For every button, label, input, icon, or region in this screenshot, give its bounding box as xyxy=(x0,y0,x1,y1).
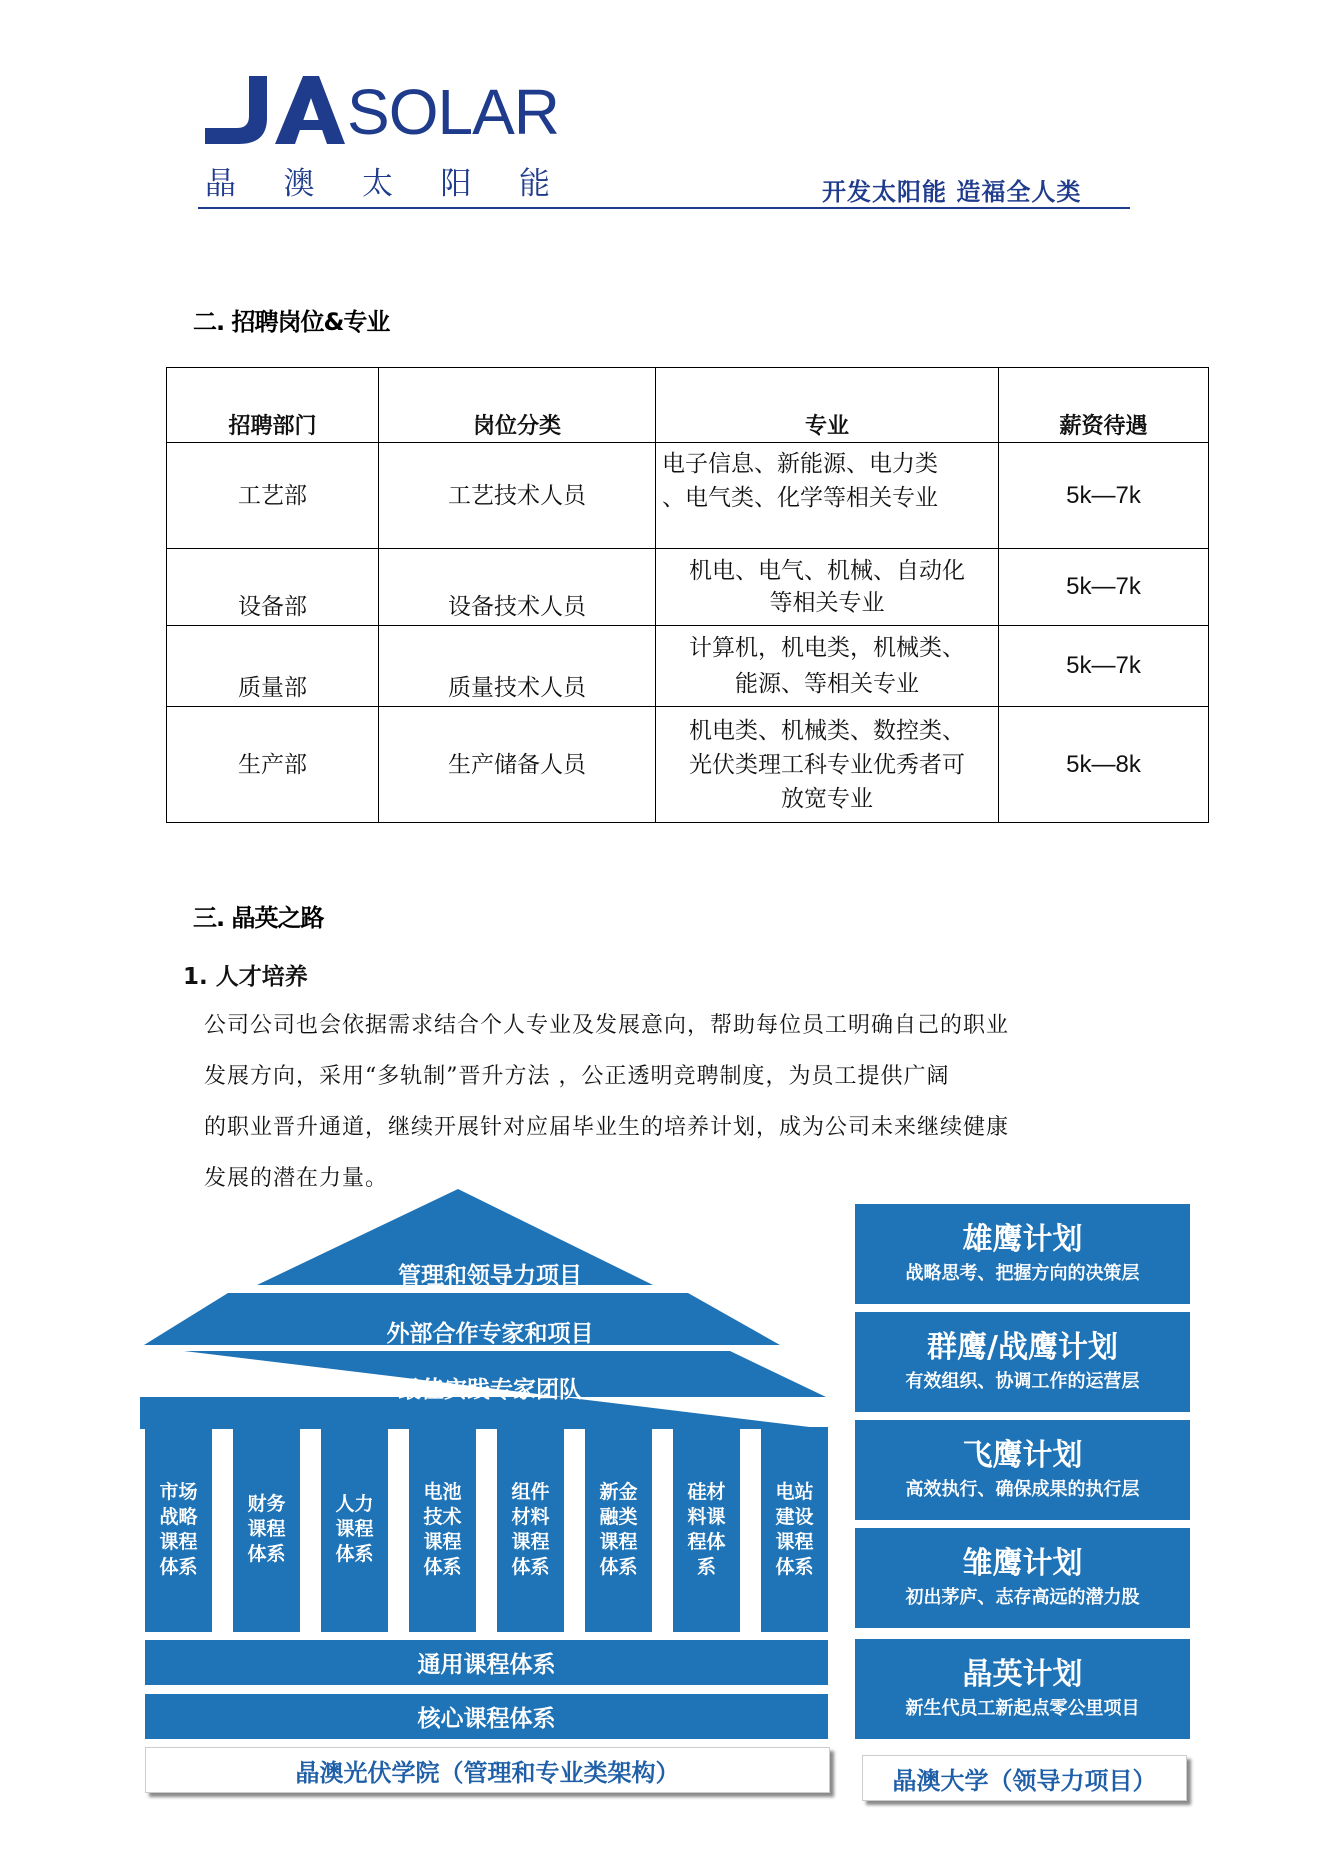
plan-desc: 高效执行、确保成果的执行层 xyxy=(905,1479,1140,1500)
plan-title: 群鹰/战鹰计划 xyxy=(927,1330,1118,1365)
logo-solar-text: SOLAR xyxy=(347,76,559,148)
salary-cell: 5k—7k xyxy=(999,443,1209,549)
column-header: 岗位分类 xyxy=(379,368,656,443)
role-cell: 质量技术人员 xyxy=(379,626,656,707)
pillar-label: 电池技术课程体系 xyxy=(423,1480,462,1578)
pillar-finance-new xyxy=(585,1427,652,1632)
table-row xyxy=(167,549,1209,626)
plan-title: 飞鹰计划 xyxy=(962,1438,1083,1473)
major-line: 、电气类、化学等相关专业 xyxy=(662,485,938,511)
salary-cell: 5k—7k xyxy=(999,626,1209,707)
major-line: 电子信息、新能源、电力类 xyxy=(662,451,938,477)
ja-logo-mark xyxy=(205,72,345,148)
roof-level-practice: 最佳实践专家团队 xyxy=(398,1376,582,1403)
logo-char: 澳 xyxy=(283,166,315,202)
major-line: 等相关专业 xyxy=(769,590,885,616)
slogan: 开发太阳能 造福全人类 xyxy=(822,178,1082,206)
paragraph-line: 发展方向，采用“多轨制”晋升方法 ，公正透明竞聘制度，为员工提供广阔 xyxy=(204,1064,950,1089)
major-line: 机电、电气、机械、自动化 xyxy=(689,558,965,584)
paragraph-line: 的职业晋升通道，继续开展针对应届毕业生的培养计划，成为公司未来继续健康 xyxy=(204,1115,1010,1140)
major-line: 计算机，机电类，机械类、 xyxy=(689,635,965,661)
base-general-courses: 通用课程体系 xyxy=(145,1640,828,1685)
major-line: 能源、等相关专业 xyxy=(735,671,919,697)
pillar-strategy xyxy=(145,1427,212,1632)
section-title-growth-path: 三. 晶英之路 xyxy=(193,904,324,932)
plan-card-flying-eagle xyxy=(855,1420,1190,1520)
section-title-recruitment: 二. 招聘岗位&专业 xyxy=(193,308,390,336)
academy-caption: 晶澳光伏学院（管理和专业类架构） xyxy=(145,1747,830,1793)
pillar-power-station xyxy=(761,1427,828,1632)
plan-desc: 战略思考、把握方向的决策层 xyxy=(905,1263,1140,1284)
salary-cell: 5k—8k xyxy=(999,707,1209,823)
pillar-label: 人力课程体系 xyxy=(335,1493,374,1565)
pillar-label: 财务课程体系 xyxy=(247,1493,286,1565)
subsection-title-talent: 1. 人才培养 xyxy=(183,964,308,990)
pillar-silicon xyxy=(673,1427,740,1632)
dept-cell: 设备部 xyxy=(167,549,379,626)
logo-char: 太 xyxy=(362,166,393,202)
major-line: 光伏类理工科专业优秀者可 xyxy=(689,751,965,778)
dept-cell: 工艺部 xyxy=(167,443,379,549)
column-header: 专业 xyxy=(656,368,999,443)
table-row xyxy=(167,626,1209,707)
pillar-hr xyxy=(321,1427,388,1632)
major-cell xyxy=(656,549,999,626)
pillar-label: 电站建设课程体系 xyxy=(775,1480,814,1578)
header-divider xyxy=(198,207,1130,209)
pillar-label: 新金融类课程体系 xyxy=(599,1480,638,1578)
plan-desc: 有效组织、协调工作的运营层 xyxy=(905,1371,1140,1392)
column-header: 薪资待遇 xyxy=(999,368,1209,443)
major-cell xyxy=(656,626,999,707)
plan-title: 雄鹰计划 xyxy=(962,1222,1083,1257)
plan-title: 雏鹰计划 xyxy=(962,1546,1083,1581)
base-core-courses: 核心课程体系 xyxy=(145,1694,828,1739)
university-caption: 晶澳大学（领导力项目） xyxy=(862,1755,1187,1801)
logo-char: 能 xyxy=(519,166,550,202)
major-cell xyxy=(656,443,999,549)
pillar-label: 市场战略课程体系 xyxy=(159,1480,198,1578)
dept-cell: 质量部 xyxy=(167,626,379,707)
plan-card-elite xyxy=(855,1639,1190,1739)
plan-card-young-eagle xyxy=(855,1528,1190,1628)
role-cell: 工艺技术人员 xyxy=(379,443,656,549)
pillar-finance xyxy=(233,1427,300,1632)
paragraph-line: 发展的潜在力量。 xyxy=(204,1166,389,1191)
dept-cell: 生产部 xyxy=(167,707,379,823)
pillar-module xyxy=(497,1427,564,1632)
pillar-battery xyxy=(409,1427,476,1632)
pillar-label: 硅材料课程体系 xyxy=(687,1480,726,1578)
recruitment-table xyxy=(166,367,1209,823)
salary-cell: 5k—7k xyxy=(999,549,1209,626)
logo-char: 晶 xyxy=(205,166,236,202)
table-header-row xyxy=(167,368,1209,443)
paragraph-line: 公司公司也会依据需求结合个人专业及发展意向，帮助每位员工明确自己的职业 xyxy=(204,1013,1010,1038)
plan-card-group-eagle xyxy=(855,1312,1190,1412)
role-cell: 设备技术人员 xyxy=(379,549,656,626)
logo-chinese-name xyxy=(205,158,550,203)
plan-title: 晶英计划 xyxy=(962,1657,1083,1692)
plan-desc: 初出茅庐、志存高远的潜力股 xyxy=(905,1587,1140,1608)
table-row xyxy=(167,707,1209,823)
plan-card-eagle xyxy=(855,1204,1190,1304)
roof-level-leadership: 管理和领导力项目 xyxy=(398,1262,582,1289)
talent-paragraph xyxy=(204,1000,1134,1204)
column-header: 招聘部门 xyxy=(167,368,379,443)
logo-char: 阳 xyxy=(440,166,472,202)
role-cell: 生产储备人员 xyxy=(379,707,656,823)
major-line: 放宽专业 xyxy=(781,785,873,812)
major-cell xyxy=(656,707,999,823)
pillar-label: 组件材料课程体系 xyxy=(511,1480,550,1578)
roof-level-external: 外部合作专家和项目 xyxy=(386,1320,594,1347)
table-row xyxy=(167,443,1209,549)
plan-desc: 新生代员工新起点零公里项目 xyxy=(905,1698,1140,1719)
major-line: 机电类、机械类、数控类、 xyxy=(689,717,965,744)
